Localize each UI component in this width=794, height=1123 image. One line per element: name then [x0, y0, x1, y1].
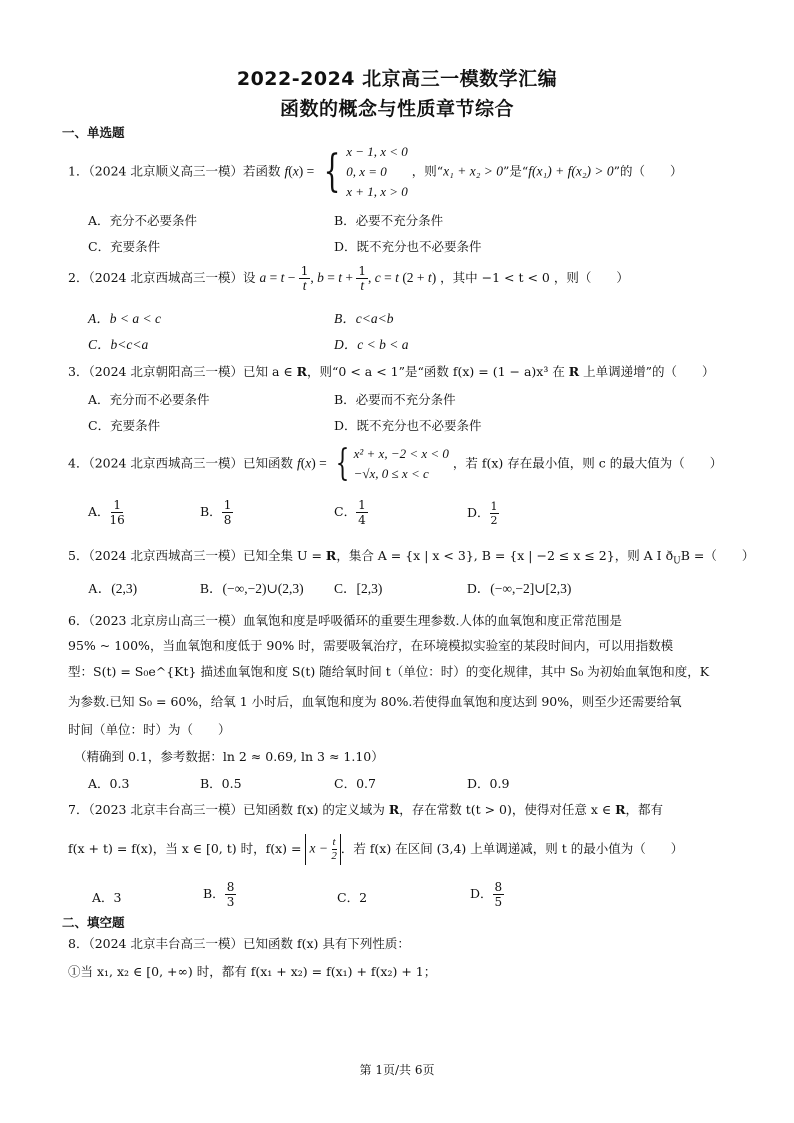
q7-line-1c: ，都有 [625, 802, 664, 817]
q4-case-2: −√x, 0 ≤ x < c [353, 466, 429, 481]
q4-option-b[interactable] [200, 498, 233, 527]
q7-line-2b: ．若 f(x) 在区间 (3,4) 上单调递减，则 t 的最小值为（ ） [340, 841, 684, 856]
q5-mid: ，集合 A = {x | x < 3}, B = {x | −2 ≤ x ≤ 2}，则 A I ð [336, 548, 674, 563]
q6-line-2: 95% ~ 100%，当血氧饱和度低于 90% 时，需要吸氧治疗，在环境模拟实验室的某段时间内，可以用指数模 [68, 638, 674, 653]
q3-real-set: R [296, 364, 308, 379]
q5-option-c[interactable]: C．[2,3) [334, 581, 383, 596]
q1-option-d[interactable]: D．既不充分也不必要条件 [334, 239, 482, 254]
q3-option-d[interactable]: D．既不充分也不必要条件 [334, 418, 482, 433]
q3-suffix: 上单调递增”的（ ） [579, 364, 715, 379]
q4-case-1: x² + x, −2 < x < 0 [353, 446, 449, 461]
q7-option-a[interactable]: A．3 [92, 890, 122, 905]
q1-prefix: 1．（2024 北京顺义高三一模）若函数 [68, 163, 281, 179]
q6-line-1: 6．（2023 北京房山高三一模）血氧饱和度是呼吸循环的重要生理参数.人体的血氧饱和度正常范围是 [68, 613, 622, 628]
q1-mid: ，则“ [411, 163, 444, 179]
q4-cases [354, 444, 449, 484]
q4-option-a-label: A． [88, 504, 110, 519]
q7-real-set: R [388, 802, 400, 817]
question-5 [68, 546, 754, 567]
q7-option-b-label: B． [203, 886, 225, 901]
q3-option-b[interactable]: B．必要而不充分条件 [334, 392, 456, 407]
q4-option-b-label: B． [200, 504, 222, 519]
q2-option-c[interactable]: C．b<c<a [88, 337, 149, 352]
q4-suffix: ，若 f(x) 存在最小值，则 c 的最大值为（ ） [452, 455, 723, 471]
q6-line-6: （精确到 0.1，参考数据：ln 2 ≈ 0.69, ln 3 ≈ 1.10） [74, 749, 384, 764]
q5-option-d[interactable]: D．(−∞,−2]∪[2,3) [467, 581, 572, 596]
question-4: 4．（2024 北京西城高三一模）已知函数 f(x) = { x² + x, −2 < x < 0 −√x, 0 ≤ x < c ，若 f(x) 存在最小值，则 c 的最大值为（ ） [68, 443, 723, 484]
q4-prefix: 4．（2024 北京西城高三一模）已知函数 [68, 455, 293, 471]
q8-line-1: 8．（2024 北京丰台高三一模）已知函数 f(x) 具有下列性质： [68, 936, 410, 951]
q4-option-c[interactable] [334, 498, 368, 527]
document-title: 2022-2024 北京高三一模数学汇编 [236, 68, 558, 90]
q2-frac-b: $\frac{1}{t}$ [358, 264, 367, 293]
q1-case-2: 0, x = 0 [346, 164, 387, 179]
q2-option-d[interactable]: D．c < b < a [334, 337, 409, 352]
q4-option-d-frac: $\frac{1}{2}$ [490, 500, 498, 527]
q7-option-b[interactable]: B． $\frac{8}{3}$ [203, 880, 235, 909]
q1-cond-1: x₁ + x₂ > 0 [443, 163, 504, 179]
q2-option-b[interactable]: B．c<a<b [334, 311, 394, 326]
q5-option-b[interactable]: B．(−∞,−2)∪(2,3) [200, 581, 304, 596]
q7-line-1 [68, 800, 663, 818]
question-3 [68, 362, 715, 380]
q6-option-a[interactable]: A．0.3 [88, 776, 130, 791]
q4-brace: { [335, 443, 350, 484]
q7-option-d-label: D． [470, 886, 493, 901]
q1-f-of-x: f [284, 163, 289, 179]
q7-option-d[interactable]: D． $\frac{8}{5}$ [470, 880, 503, 909]
q1-cond-2: f(x₁) + f(x₂) > 0 [528, 163, 614, 179]
q5-prefix: 5．（2024 北京西城高三一模）已知全集 U = [68, 548, 326, 563]
question-2: 2．（2024 北京西城高三一模）设 a = t − $\frac{1}{t}$ , b = t + $\frac{1}{t}$ , c = t (2 + t) ，其中 −1 < t < 0 ，则（ ） [68, 264, 629, 293]
q5-option-a[interactable]: A．(2,3) [88, 581, 138, 596]
q1-option-a[interactable]: A．充分不必要条件 [88, 213, 198, 228]
q2-suffix: ，其中 −1 < t < 0 ，则（ ） [440, 270, 629, 285]
q1-suffix: ”的（ ） [613, 163, 683, 179]
q1-option-c[interactable]: C．充要条件 [88, 239, 161, 254]
q3-option-c[interactable]: C．充要条件 [88, 418, 161, 433]
q6-line-5: 时间（单位：时）为（ ） [68, 722, 231, 737]
section-heading-fill-in: 二、填空题 [62, 915, 125, 930]
q7-abs-expression: x − $\frac{t}{2}$ [305, 834, 340, 865]
q1-case-3: x + 1, x > 0 [346, 184, 408, 199]
q7-line-2 [68, 834, 683, 865]
q1-brace: { [323, 146, 341, 197]
page-footer: 第 1页/共 6页 [359, 1063, 435, 1077]
q5-sub: U [673, 556, 681, 567]
q7-line-2a: f(x + t) = f(x)，当 x ∈ [0, t) 时，f(x) = [68, 841, 306, 856]
q6-option-d[interactable]: D．0.9 [467, 776, 510, 791]
q4-option-a[interactable] [88, 498, 125, 527]
q8-line-2: ①当 x₁, x₂ ∈ [0, +∞) 时，都有 f(x₁ + x₂) = f(x₁) + f(x₂) + 1； [68, 964, 437, 979]
q3-option-a[interactable]: A．充分而不必要条件 [88, 392, 210, 407]
q2-frac-a: $\frac{1}{t}$ [300, 264, 309, 293]
q4-option-c-label: C． [334, 504, 357, 519]
q7-line-1b: ，存在常数 t(t > 0)，使得对任意 x ∈ [399, 802, 616, 817]
q7-real-set-2: R [615, 802, 626, 817]
q5-real-set: R [325, 548, 337, 563]
q3-real-set-2: R [568, 364, 580, 379]
q1-cases [346, 142, 408, 202]
section-heading-single-choice: 一、单选题 [62, 125, 125, 140]
document-subtitle: 函数的概念与性质章节综合 [279, 98, 514, 120]
q7-line-1a: 7．（2023 北京丰台高三一模）已知函数 f(x) 的定义域为 [68, 802, 389, 817]
q2-option-a[interactable]: A．b < a < c [88, 311, 161, 326]
q5-suffix: B =（ ） [680, 548, 755, 563]
q7-option-c[interactable]: C．2 [337, 890, 368, 905]
q6-option-b[interactable]: B．0.5 [200, 776, 242, 791]
question-1: 1．（2024 北京顺义高三一模）若函数 f(x) = { x − 1, x < 0 0, x = 0 x + 1, x > 0 ，则“x₁ + x₂ > 0”是“f(x₁) + f(x₂) > 0”的（ ） [68, 142, 683, 202]
q4-option-a-frac: $\frac{1}{16}$ [109, 498, 125, 527]
q6-option-c[interactable]: C．0.7 [334, 776, 376, 791]
q1-option-b[interactable]: B．必要不充分条件 [334, 213, 444, 228]
q3-prefix: 3．（2024 北京朝阳高三一模）已知 a ∈ [68, 364, 297, 379]
q4-option-b-frac: $\frac{1}{8}$ [223, 498, 232, 527]
q1-case-1: x − 1, x < 0 [346, 144, 408, 159]
q6-line-3: 型：S(t) = S₀e^{Kt} 描述血氧饱和度 S(t) 随给氧时间 t（单位：时）的变化规律，其中 S₀ 为初始血氧饱和度，K [68, 664, 710, 679]
q1-is: ”是“ [503, 163, 529, 179]
q4-option-d[interactable] [467, 500, 499, 527]
q2-prefix: 2．（2024 北京西城高三一模）设 [68, 270, 256, 285]
q6-line-4: 为参数.已知 S₀ = 60%，给氧 1 小时后，血氧饱和度为 80%.若使得血氧饱和度达到 90%，则至少还需要给氧 [68, 694, 682, 709]
q4-option-c-frac: $\frac{1}{4}$ [358, 498, 366, 527]
q4-option-d-label: D． [467, 505, 490, 520]
q3-mid: ，则“0 < a < 1”是“函数 f(x) = (1 − a)x³ 在 [307, 364, 569, 379]
